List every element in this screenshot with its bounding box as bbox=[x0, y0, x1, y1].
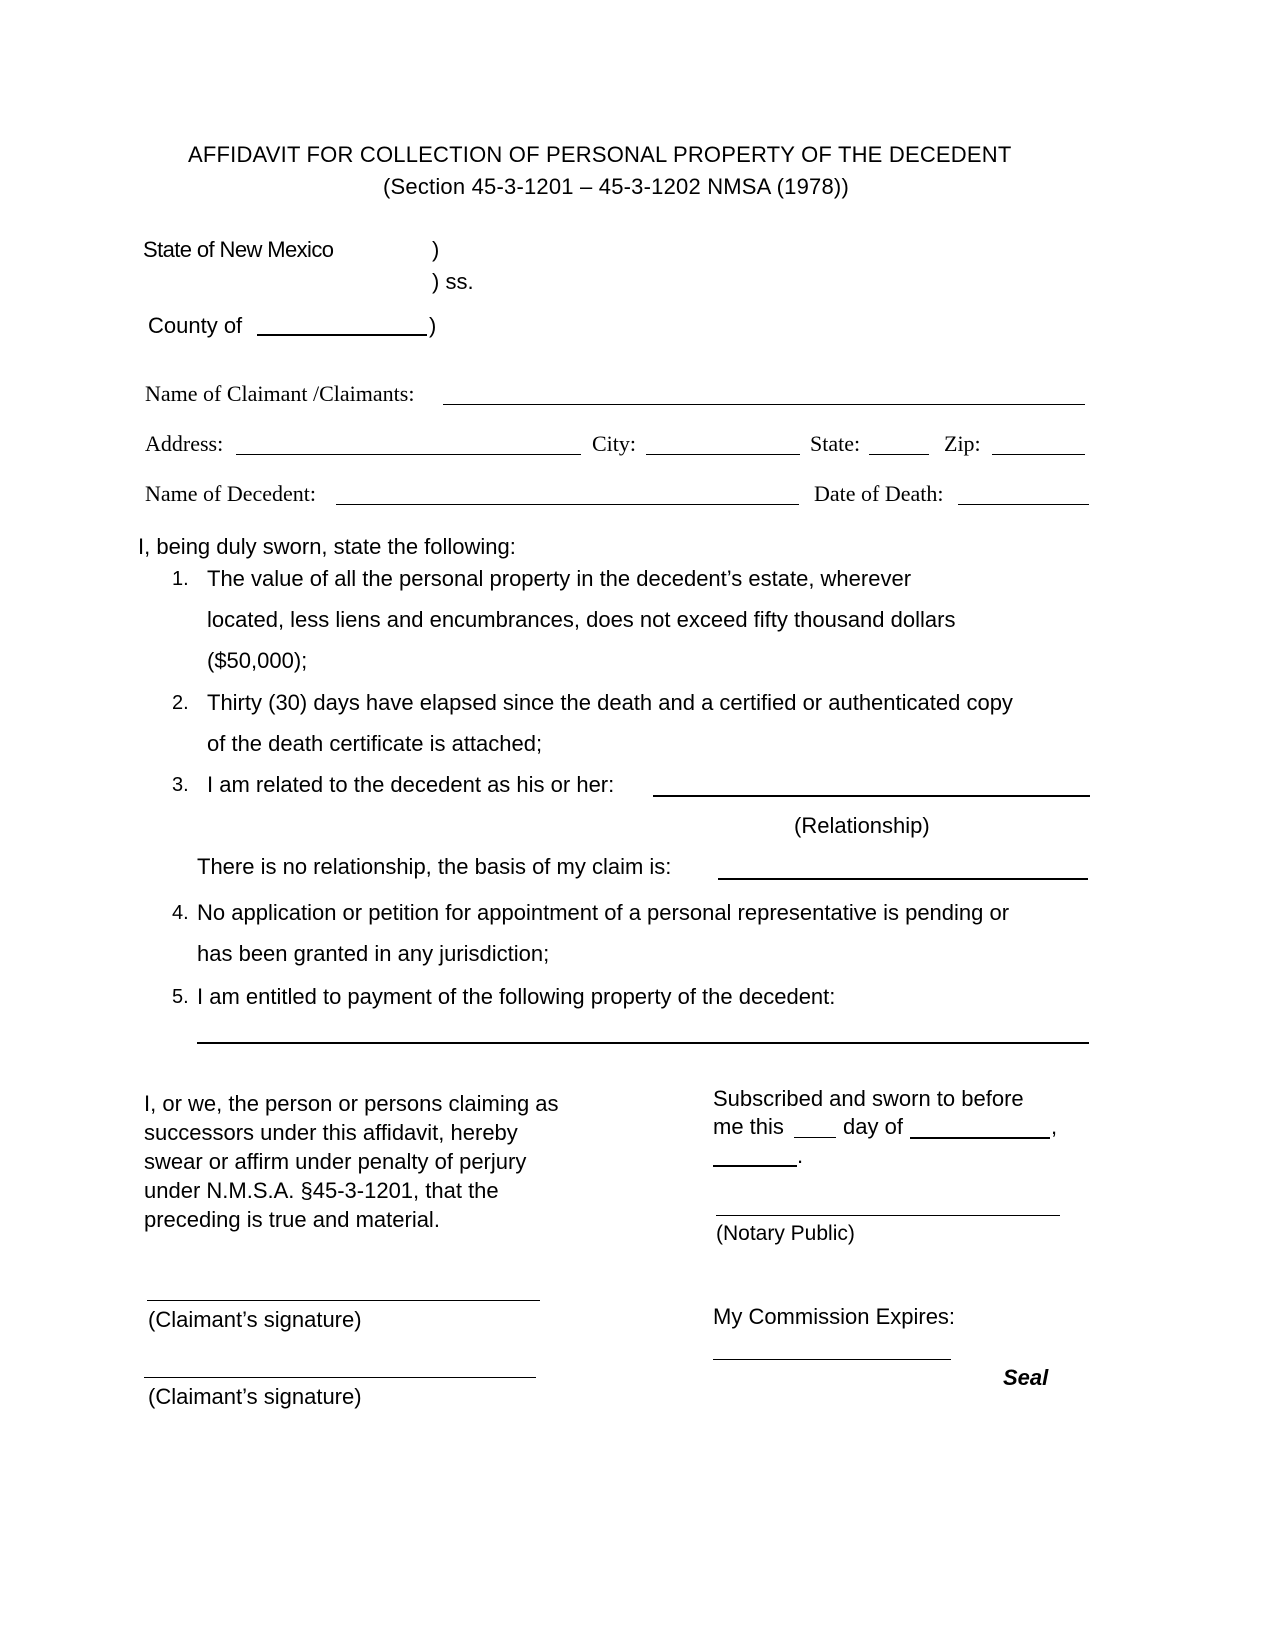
item-number: 5. bbox=[172, 986, 189, 1008]
state-label: State: bbox=[810, 431, 861, 456]
item-text: I am entitled to payment of the following property of the decedent: bbox=[197, 984, 836, 1009]
relationship-caption: (Relationship) bbox=[794, 813, 930, 838]
notary-year-line[interactable] bbox=[713, 1165, 797, 1167]
notary-subscribed: Subscribed and sworn to before bbox=[713, 1086, 1024, 1111]
oath-text: I, or we, the person or persons claiming as successors under this affidavit, hereby swear or affirm under penalty of perjury under N.M.S.A. §45-3-1201, that the preceding is true and material. bbox=[144, 1091, 559, 1232]
notary-signature-line[interactable] bbox=[716, 1215, 1060, 1216]
notary-comma: , bbox=[1051, 1114, 1058, 1139]
zip-line[interactable] bbox=[992, 454, 1085, 455]
claimant-signature-caption: (Claimant’s signature) bbox=[148, 1384, 362, 1409]
claimant-signature-line[interactable] bbox=[144, 1377, 536, 1378]
notary-me-this: me this bbox=[713, 1114, 784, 1139]
claimant-signature-caption: (Claimant’s signature) bbox=[148, 1307, 362, 1332]
address-label: Address: bbox=[145, 431, 224, 456]
item-text: The value of all the personal property in the decedent’s estate, wherever bbox=[207, 566, 912, 591]
item-number: 2. bbox=[172, 692, 189, 714]
statement-intro: I, being duly sworn, state the following: bbox=[138, 534, 516, 559]
document-subtitle: (Section 45-3-1201 – 45-3-1202 NMSA (1978)) bbox=[383, 174, 849, 199]
claimant-label: Name of Claimant /Claimants: bbox=[145, 381, 415, 406]
claimant-signature-line[interactable] bbox=[147, 1300, 540, 1301]
relationship-line[interactable] bbox=[653, 795, 1090, 797]
notary-month-line[interactable] bbox=[910, 1137, 1050, 1139]
notary-day-line[interactable] bbox=[794, 1137, 836, 1138]
item-text: ($50,000); bbox=[207, 648, 308, 673]
zip-label: Zip: bbox=[944, 431, 981, 456]
item-number: 3. bbox=[172, 774, 189, 796]
item-text: has been granted in any jurisdiction; bbox=[197, 941, 550, 966]
no-relationship-text: There is no relationship, the basis of my claim is: bbox=[197, 854, 672, 879]
property-line[interactable] bbox=[197, 1042, 1089, 1044]
commission-label: My Commission Expires: bbox=[713, 1304, 956, 1329]
venue-paren-3: ) bbox=[429, 313, 437, 338]
decedent-line[interactable] bbox=[336, 504, 799, 505]
county-line[interactable] bbox=[257, 334, 427, 336]
commission-line[interactable] bbox=[713, 1359, 951, 1360]
notary-period: . bbox=[797, 1143, 804, 1168]
item-number: 1. bbox=[172, 568, 189, 590]
claimant-line[interactable] bbox=[443, 404, 1085, 405]
date-of-death-line[interactable] bbox=[958, 504, 1089, 505]
city-line[interactable] bbox=[646, 454, 800, 455]
seal-label: Seal bbox=[1003, 1365, 1049, 1390]
notary-day-of: day of bbox=[843, 1114, 903, 1139]
item-text: I am related to the decedent as his or her: bbox=[207, 772, 615, 797]
item-number: 4. bbox=[172, 902, 189, 924]
document-title: AFFIDAVIT FOR COLLECTION OF PERSONAL PROPERTY OF THE DECEDENT bbox=[188, 142, 1012, 167]
city-label: City: bbox=[592, 431, 637, 456]
decedent-label: Name of Decedent: bbox=[145, 481, 317, 506]
item-text: located, less liens and encumbrances, does not exceed fifty thousand dollars bbox=[207, 607, 956, 632]
state-line[interactable] bbox=[869, 454, 929, 455]
item-text: of the death certificate is attached; bbox=[207, 731, 543, 756]
date-of-death-label: Date of Death: bbox=[814, 481, 944, 506]
venue-state: State of New Mexico bbox=[143, 237, 334, 262]
item-text: Thirty (30) days have elapsed since the death and a certified or authenticated copy bbox=[207, 690, 1013, 715]
address-line[interactable] bbox=[236, 454, 581, 455]
claim-basis-line[interactable] bbox=[718, 878, 1088, 880]
venue-county: County of bbox=[148, 313, 243, 338]
venue-paren-1: ) bbox=[432, 237, 440, 262]
notary-caption: (Notary Public) bbox=[716, 1222, 855, 1245]
item-text: No application or petition for appointment of a personal representative is pending or bbox=[197, 900, 1010, 925]
venue-ss: ) ss. bbox=[432, 269, 474, 294]
